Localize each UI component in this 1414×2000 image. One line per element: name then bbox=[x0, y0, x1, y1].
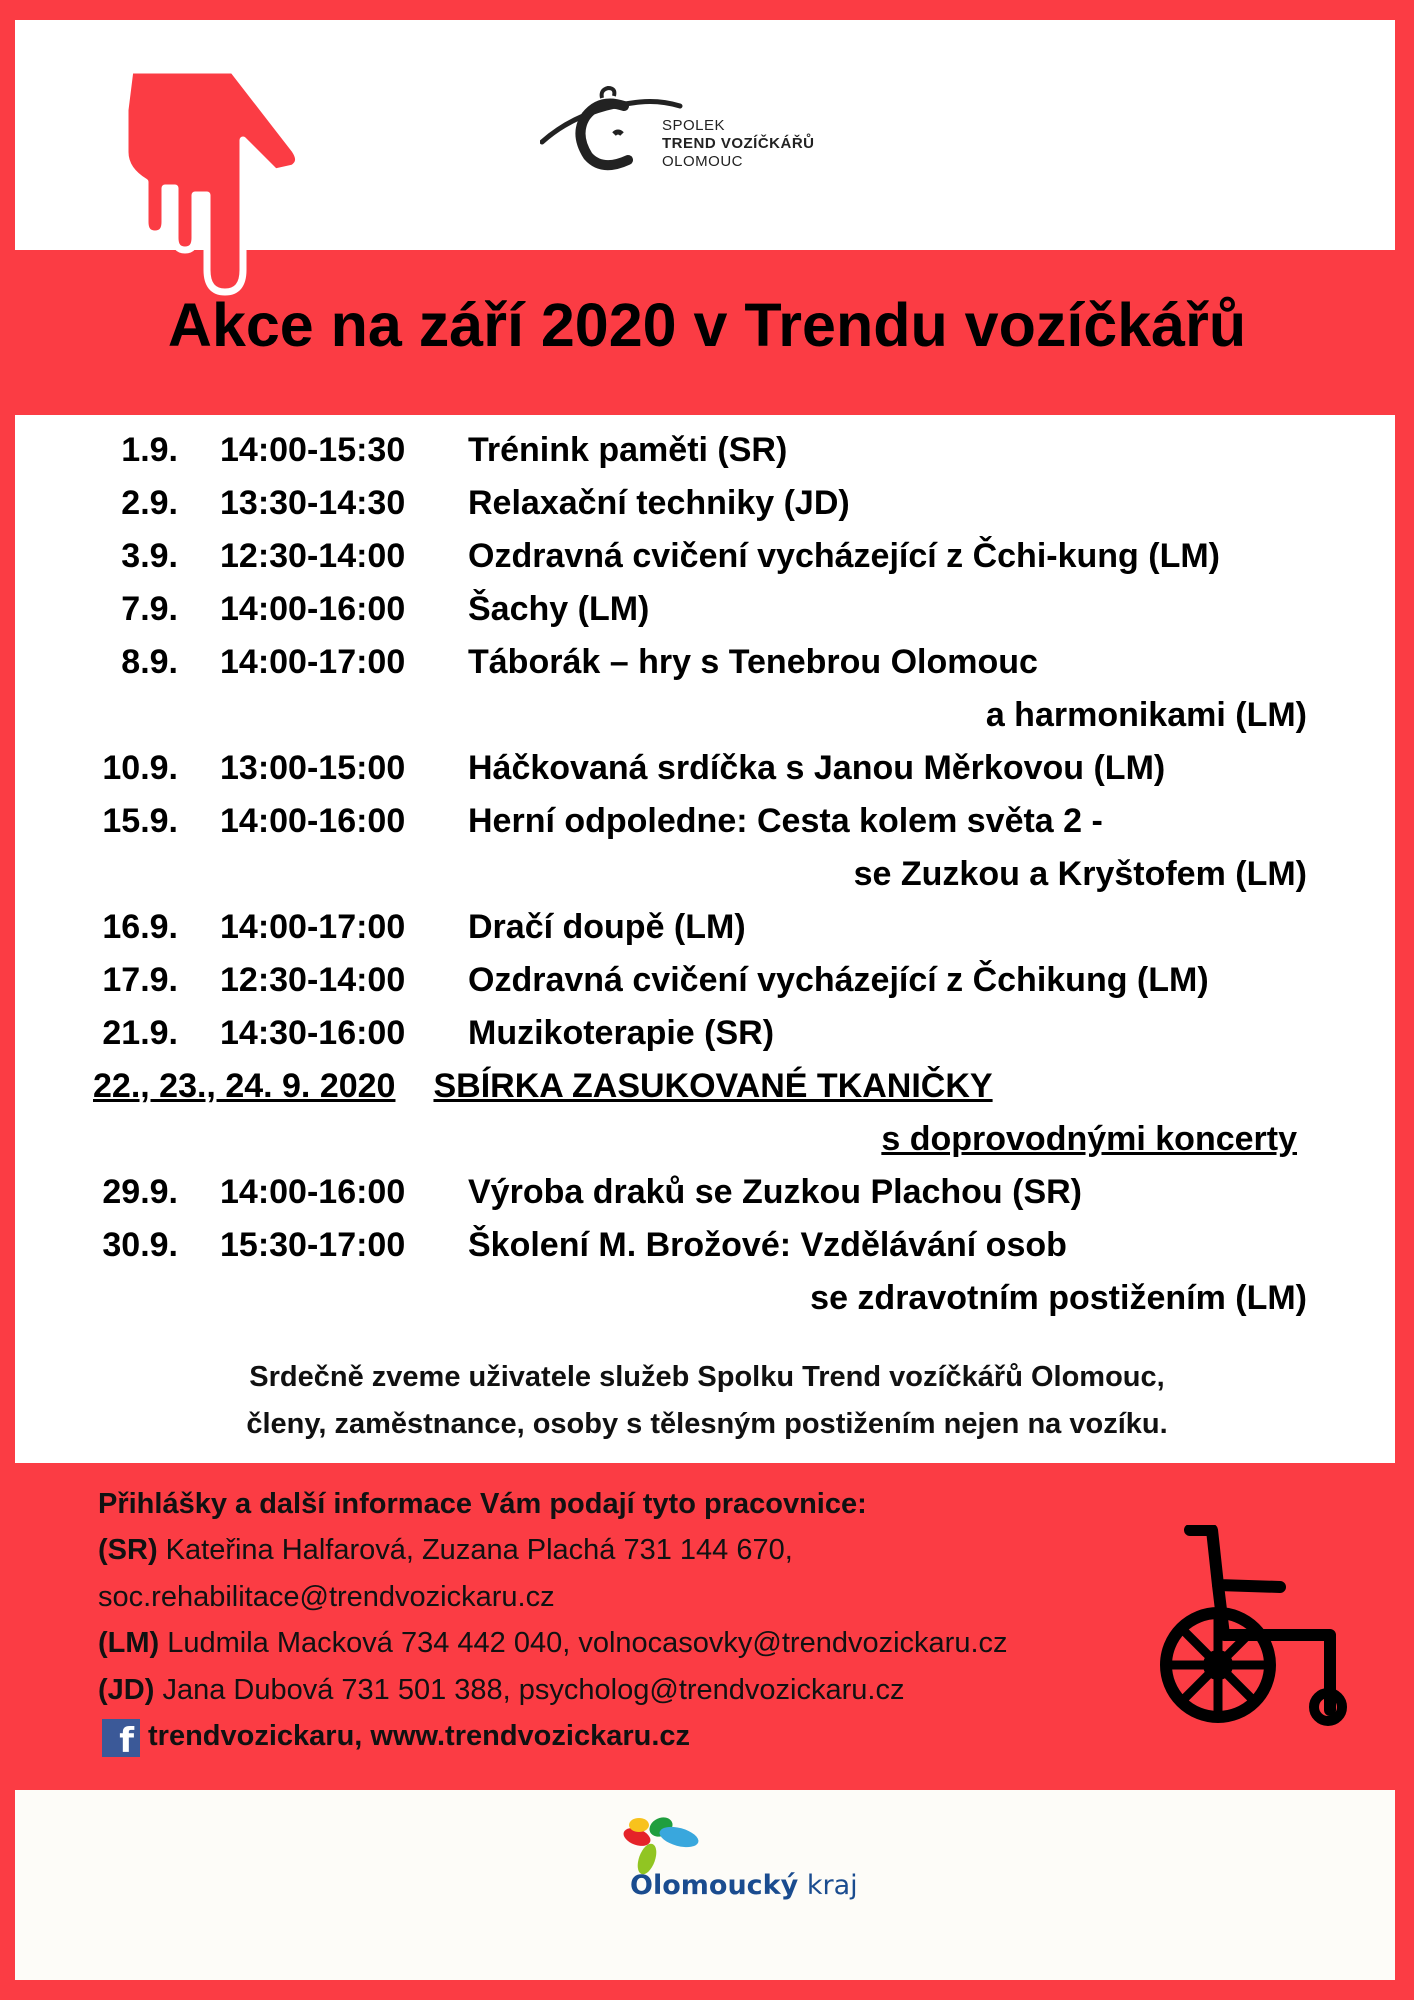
sponsor-name-bold: Olomoucký bbox=[630, 1870, 799, 1901]
event-title: Školení M. Brožové: Vzdělávání osob bbox=[468, 1226, 1067, 1264]
event-time: 14:00-16:00 bbox=[220, 802, 406, 840]
contacts-heading-text: Přihlášky a další informace Vám podají tyto pracovnice: bbox=[98, 1488, 867, 1520]
event-row bbox=[0, 536, 1414, 576]
contact-lm bbox=[98, 1625, 1008, 1661]
sponsor-name bbox=[630, 1870, 858, 1901]
event-date: 16.9. bbox=[102, 908, 178, 946]
event-title: Trénink paměti (SR) bbox=[468, 431, 788, 469]
event-row bbox=[0, 589, 1414, 629]
special-event-title: SBÍRKA ZASUKOVANÉ TKANIČKY bbox=[433, 1067, 993, 1105]
event-title-continuation: se Zuzkou a Kryštofem (LM) bbox=[853, 855, 1307, 893]
event-row bbox=[0, 748, 1414, 788]
event-row bbox=[0, 430, 1414, 470]
event-row bbox=[0, 1225, 1414, 1265]
organization-logo bbox=[540, 80, 840, 180]
event-row bbox=[0, 642, 1414, 682]
contact-sr bbox=[98, 1532, 793, 1568]
social-links[interactable]: trendvozickaru, www.trendvozickaru.cz bbox=[148, 1720, 691, 1752]
event-title-continuation: se zdravotním postižením (LM) bbox=[810, 1279, 1307, 1317]
event-row bbox=[0, 1013, 1414, 1053]
contact-jd-text: Jana Dubová 731 501 388, psycholog@trendvozickaru.cz bbox=[162, 1674, 905, 1706]
event-title: Dračí doupě (LM) bbox=[468, 908, 746, 946]
event-title: Herní odpoledne: Cesta kolem světa 2 - bbox=[468, 802, 1103, 840]
event-time: 13:00-15:00 bbox=[220, 749, 406, 787]
event-title: Šachy (LM) bbox=[468, 590, 650, 628]
event-time: 14:00-17:00 bbox=[220, 908, 406, 946]
special-event-dates: 22., 23., 24. 9. 2020 bbox=[93, 1067, 396, 1105]
event-time: 15:30-17:00 bbox=[220, 1226, 406, 1264]
event-title-continuation: a harmonikami (LM) bbox=[985, 696, 1307, 734]
event-title: Muzikoterapie (SR) bbox=[468, 1014, 775, 1052]
facebook-icon: f bbox=[102, 1719, 140, 1757]
page-title: Akce na září 2020 v Trendu vozíčkářů bbox=[167, 291, 1247, 359]
event-title: Ozdravná cvičení vycházející z Čchikung (LM) bbox=[468, 961, 1209, 999]
wheelchair-icon bbox=[1160, 1525, 1350, 1730]
event-time: 14:30-16:00 bbox=[220, 1014, 406, 1052]
event-date: 17.9. bbox=[102, 961, 178, 999]
sponsor-name-regular: kraj bbox=[806, 1870, 858, 1901]
event-row bbox=[0, 1172, 1414, 1212]
event-date: 1.9. bbox=[121, 431, 178, 469]
contact-jd bbox=[98, 1672, 904, 1708]
event-title: Háčkovaná srdíčka s Janou Měrkovou (LM) bbox=[468, 749, 1166, 787]
event-row bbox=[0, 801, 1414, 841]
event-row bbox=[0, 907, 1414, 947]
contact-lm-text: Ludmila Macková 734 442 040, volnocasovky@trendvozickaru.cz bbox=[167, 1627, 1008, 1659]
event-time: 12:30-14:00 bbox=[220, 961, 406, 999]
event-date: 29.9. bbox=[102, 1173, 178, 1211]
contacts-heading bbox=[98, 1486, 867, 1522]
event-time: 14:00-16:00 bbox=[220, 1173, 406, 1211]
event-date: 15.9. bbox=[102, 802, 178, 840]
organization-name-line-1: SPOLEK bbox=[662, 117, 726, 134]
event-title: Ozdravná cvičení vycházející z Čchi-kung (LM) bbox=[468, 537, 1220, 575]
event-date: 10.9. bbox=[102, 749, 178, 787]
sponsor-logo-mark bbox=[575, 1815, 835, 1875]
pointing-hand-icon bbox=[125, 70, 305, 305]
event-date: 8.9. bbox=[121, 643, 178, 681]
invitation-line-1: Srdečně zveme uživatele služeb Spolku Trend vozíčkářů Olomouc, bbox=[249, 1361, 1165, 1393]
contact-lm-code: (LM) bbox=[98, 1627, 160, 1659]
organization-name-line-2: TREND VOZÍČKÁŘŮ bbox=[662, 135, 815, 152]
sponsor-logo bbox=[575, 1815, 858, 1915]
contact-sr-code: (SR) bbox=[98, 1534, 158, 1566]
contact-sr-email[interactable]: soc.rehabilitace@trendvozickaru.cz bbox=[98, 1581, 555, 1613]
event-row bbox=[0, 483, 1414, 523]
event-date: 30.9. bbox=[102, 1226, 178, 1264]
organization-name-line-3: OLOMOUC bbox=[662, 153, 744, 170]
event-row bbox=[0, 960, 1414, 1000]
special-event-continuation: s doprovodnými koncerty bbox=[881, 1120, 1297, 1158]
event-date: 21.9. bbox=[102, 1014, 178, 1052]
contact-sr-text: Kateřina Halfarová, Zuzana Plachá 731 144 670, bbox=[165, 1534, 793, 1566]
event-date: 3.9. bbox=[121, 537, 178, 575]
event-date: 2.9. bbox=[121, 484, 178, 522]
event-title: Výroba draků se Zuzkou Plachou (SR) bbox=[468, 1173, 1083, 1211]
contact-jd-code: (JD) bbox=[98, 1674, 155, 1706]
special-event-row bbox=[93, 1066, 993, 1106]
event-title: Relaxační techniky (JD) bbox=[468, 484, 850, 522]
event-date: 7.9. bbox=[121, 590, 178, 628]
event-time: 14:00-17:00 bbox=[220, 643, 406, 681]
event-time: 13:30-14:30 bbox=[220, 484, 406, 522]
event-time: 12:30-14:00 bbox=[220, 537, 406, 575]
event-time: 14:00-16:00 bbox=[220, 590, 406, 628]
event-title: Táborák – hry s Tenebrou Olomouc bbox=[468, 643, 1038, 681]
invitation-line-2: členy, zaměstnance, osoby s tělesným postižením nejen na vozíku. bbox=[246, 1408, 1168, 1440]
event-time: 14:00-15:30 bbox=[220, 431, 406, 469]
